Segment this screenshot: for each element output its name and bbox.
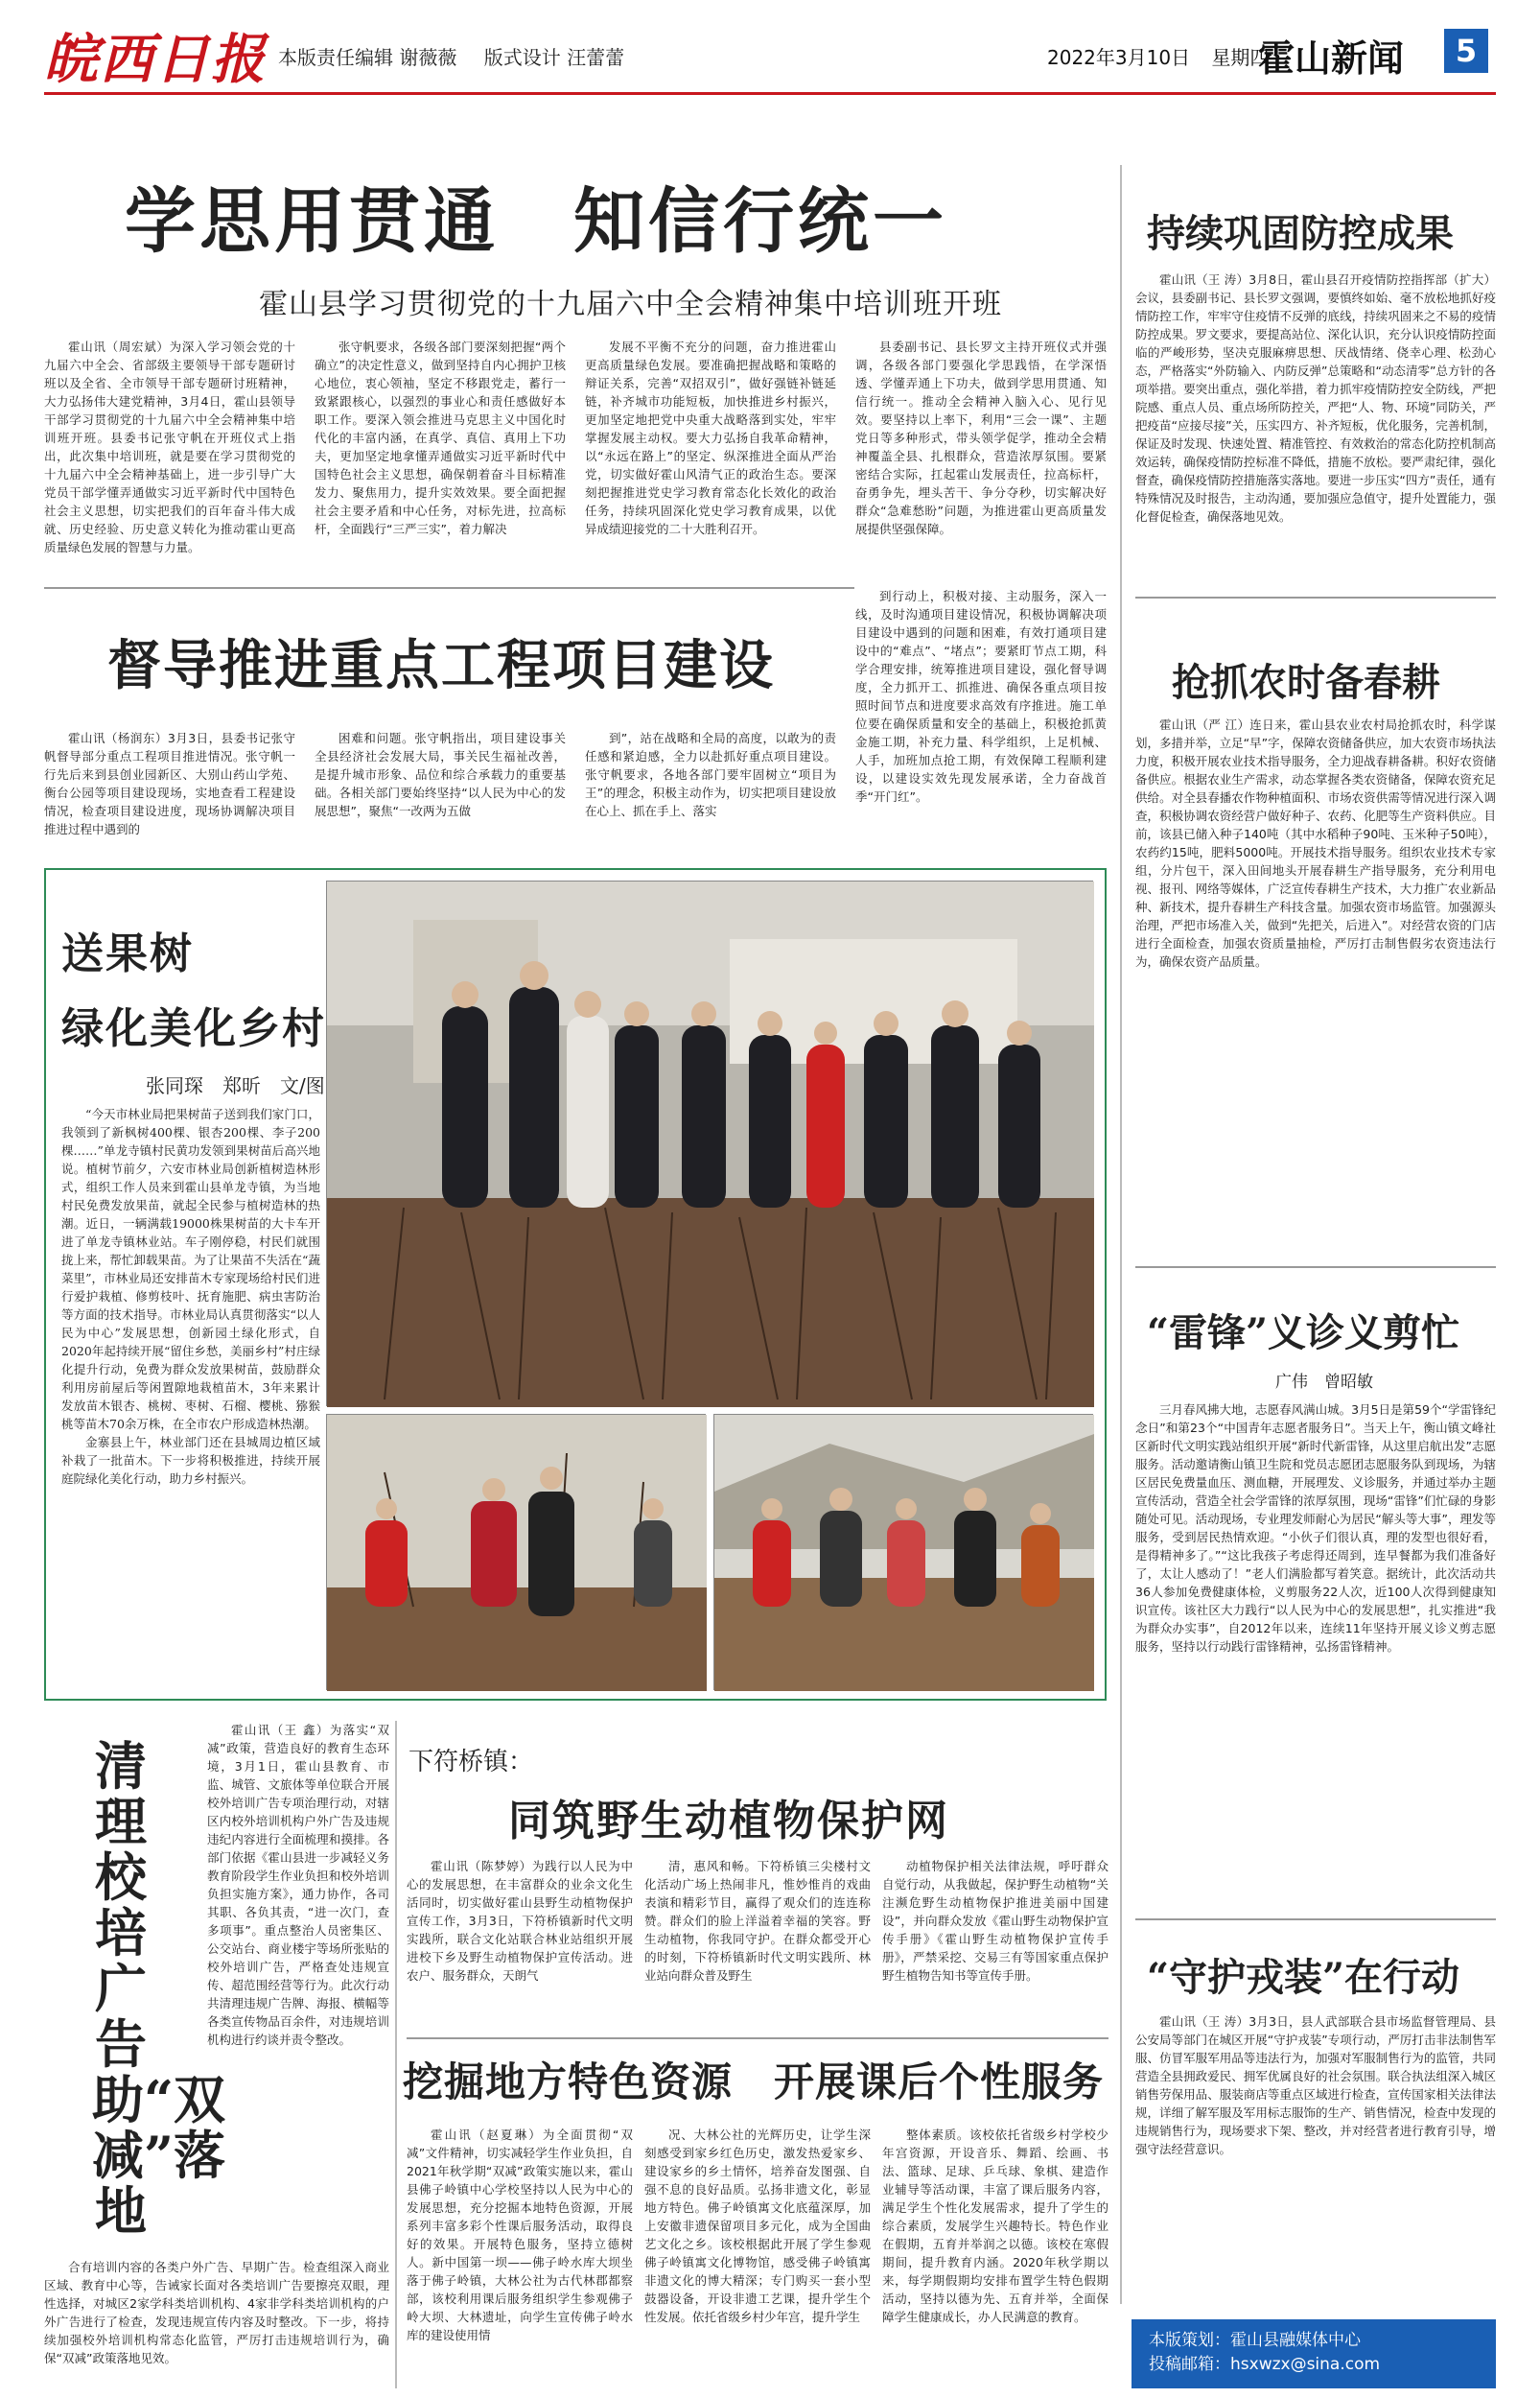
wildlife-col-2 (644, 1857, 871, 2030)
crowd-photo-illustration (327, 882, 1094, 1407)
divider (44, 587, 854, 589)
afterschool-col-2 (644, 2126, 871, 2388)
fruit-main-photo (326, 881, 1093, 1406)
r2-body (1135, 716, 1496, 1253)
column-divider (1120, 165, 1122, 2304)
fruit-title-2: 绿化美化乡村 (61, 1004, 326, 1053)
r4-body-text: 霍山讯（王 涛）3月3日，县人武部联合县市场监督管理局、县公安局等部门在城区开展“守护戎装”专项行动，严厉打击非法制售军服、仿冒军服军用品等违法行为，加强对军服制售行为的监管，共同营造全县拥政爱民、拥军优属良好的社会氛围。联合执法组深入城区销售劳保用品、服装商店等重点区域进行检查，宣传国家相关法律法规，详细了解军服及军用标志服饰的生产、销售情况，检查中发现的违规销售行为，现场要求下架、整改，并对经营者进行教育引导，增强守法经营意识。 (1135, 2014, 1496, 2156)
school-body (207, 1721, 389, 2254)
fruit-body (61, 1105, 320, 1688)
header-rule (44, 92, 1496, 95)
footer-planner: 本版策划：霍山县融媒体中心 (1149, 2331, 1361, 2350)
project-col-2-text: 困难和问题。张守帆指出，项目建设事关全县经济社会发展大局，事关民生福祉改善，是提升城市形象、品位和综合承载力的重要基础。各相关部门要始终坚持“以人民为中心的发展思想”，聚焦“一改两为五做 (315, 731, 566, 818)
fruit-photo-planting-2 (713, 1414, 1093, 1690)
r3-byline: 广伟 曾昭敏 (1275, 1373, 1373, 1392)
editor-name: 本版责任编辑 谢薇薇 (278, 46, 457, 69)
section-title: 霍山新闻 (1258, 37, 1405, 80)
divider (1135, 1266, 1496, 1268)
project-col-3 (585, 729, 836, 859)
school-body-text: 霍山讯（王 鑫）为落实“双减”政策，营造良好的教育生态环境，3月1日，霍山县教育、市监、城管、文旅体等单位联合开展校外培训广告专项治理行动，对辖区内校外培训机构户外广告及违规违纪内容进行全面梳理和摸排。各部门依据《霍山县进一步减轻义务教育阶段学生作业负担和校外培训负担实施方案》，通力协作，各司其职、各负其责，“进一次门，查多项事”。重点整治人员密集区、公交站台、商业楼宇等场所张贴的校外培训广告，严格查处违规宣传、超范围经营等行为。此次行动共清理违规广告牌、海报、横幅等各类宣传物品百余件，对违规培训机构进行约谈并责令整改。 (207, 1723, 389, 2047)
divider (407, 2037, 1108, 2039)
r3-title: “雷锋”义诊义剪忙 (1147, 1310, 1460, 1355)
wildlife-title: 同筑野生动植物保护网 (508, 1797, 949, 1846)
afterschool-col-3 (882, 2126, 1108, 2388)
wildlife-col-2-text: 清，惠风和畅。下符桥镇三尖楼村文化活动广场上热闹非凡，惟妙惟肖的戏曲表演和精彩节目，赢得了观众们的连连称赞。群众们的脸上洋溢着幸福的笑容。野生动植物，你我同守护。在群众都受开心的时刻，下符桥镇新时代文明实践所、林业站向群众普及野生 (644, 1859, 871, 1983)
school-title: 清理校培广告助“双减”落地 (92, 1735, 226, 2242)
fruit-title-1: 送果树 (61, 929, 194, 978)
lead-title: 学思用贯通 知信行统一 (125, 180, 947, 263)
r3-body (1135, 1400, 1496, 1907)
project-col-1-text: 霍山讯（杨润东）3月3日，县委书记张守帆督导部分重点工程项目推进情况。张守帆一行先后来到县创业园新区、大别山药山学苑、衡台公园等项目建设现场，实地查看工程建设情况，检查项目建设进度，现场协调解决项目推进过程中遇到的 (44, 731, 295, 836)
wildlife-col-1-text: 霍山讯（陈梦婷）为践行以人民为中心的发展思想，在丰富群众的业余文化生活同时，切实做好霍山县野生动植物保护宣传工作，3月3日，下符桥镇新时代文明实践所，联合文化站联合林业站组织开展进校下乡及野生动植物保护宣传活动。进农户、服务群众，天朗气 (407, 1859, 633, 1983)
hillside-photo-illustration (714, 1415, 1094, 1691)
lead-col-1-text: 霍山讯（周宏斌）为深入学习领会党的十九届六中全会、省部级主要领导干部专题研讨班以及全省、全市领导干部专题研讨班精神，大力弘扬伟大建党精神，3月4日，霍山县领导干部学习贯彻党的十九届六中全会精神集中培训班开班。县委书记张守帆在开班仪式上指出，此次集中培训班，就是要在学习贯彻党的十九届六中全会精神基础上，进一步引导广大党员干部学懂弄通做实习近平新时代中国特色社会主义思想，切实把我们的百年奋斗伟大成就、历史经验、历史意义转化为推动霍山更高质量绿色发展的智慧与力量。 (44, 340, 295, 554)
project-col-4-text: 到行动上，积极对接、主动服务，深入一线，及时沟通项目建设情况，积极协调解决项目建设中遇到的问题和困难，有效打通项目建设中的“难点”、“堵点”；要紧盯节点工期，科学合理安排，统筹推进项目建设，强化督导调度，全力抓开工、抓推进、确保各重点项目按照时间节点和进度要求高效有序推进。施工单位要在确保质量和安全的基础上，积极抢抓黄金施工期，补充力量、科学组织，上足机械、人手，加班加点抢工期，有效保障工程顺利建设，以建设实效先现发展承诺，全力奋战首季“开门红”。 (855, 589, 1107, 804)
planting-photo-illustration (327, 1415, 707, 1691)
weekday-text: 星期四 (1211, 46, 1270, 69)
r1-title: 持续巩固防控成果 (1147, 211, 1454, 256)
r1-body (1135, 270, 1496, 583)
r2-title: 抢抓农时备春耕 (1172, 660, 1440, 705)
fruit-body-text-2: 金寨县上午，林业部门还在县城周边植区域补栽了一批苗木。下一步将积极推进，持续开展庭院绿化美化行动，助力乡村振兴。 (61, 1435, 320, 1486)
lead-col-2 (315, 338, 566, 577)
project-col-4 (855, 587, 1107, 859)
afterschool-title: 挖掘地方特色资源 开展课后个性服务 (403, 2058, 1105, 2105)
afterschool-col-1 (407, 2126, 633, 2388)
r4-title: “守护戎装”在行动 (1147, 1955, 1460, 2000)
afterschool-col-1-text: 霍山讯（赵夏琳）为全面贯彻“双减”文件精神，切实减轻学生作业负担，自2021年秋学期“双减”政策实施以来，霍山县佛子岭镇中心学校坚持以人民为中心的发展思想，充分挖掘本地特色资源，开展系列丰富多彩个性课后服务活动，取得良好的效果。开展特色服务，坚持立德树人。新中国第一坝——佛子岭水库大坝坐落于佛子岭镇，大林公社为古代林郡都察部，该校利用课后服务组织学生参观佛子岭大坝、大林遗址，向学生宣传佛子岭水库的建设使用情 (407, 2128, 633, 2342)
project-col-3-text: 到”，站在战略和全局的高度，以敢为的责任感和紧迫感，全力以赴抓好重点项目建设。张守帆要求，各地各部门要牢固树立“项目为王”的理念，积极主动作为，切实把项目建设放在心上、抓在手上、落实 (585, 731, 836, 818)
wildlife-col-1 (407, 1857, 633, 2030)
project-col-1 (44, 729, 295, 859)
column-divider (395, 1721, 397, 2388)
school-title-wrap (92, 1735, 226, 2256)
r3-body-text: 三月春风拂大地，志愿春风满山城。3月5日是第59个“学雷锋纪念日”和第23个“中国青年志愿者服务日”。当天上午，衡山镇文峰社区新时代文明实践站组织开展“新时代新雷锋，从这里启航出发”志愿服务。活动邀请衡山镇卫生院和党员志愿团志愿服务队到现场，为辖区居民免费量血压、测血糖，开展理发、义诊服务，并通过举办主题宣传活动，营造全社会学雷锋的浓厚氛围，现场“雷锋”们忙碌的身影随处可见。活动现场，专业理发师耐心为居民“解头等大事”，理发等服务，受到居民热情欢迎。“小伙子们很认真，理的发型也很好看，是得精神多了。”“这比我孩子考虑得还周到，连早餐都为我们准备好了，太让人感动了！”老人们满脸都写着笑意。据统计，此次活动共36人参加免费健康体检，义剪服务22人次，近100人次得到健康知识宣传。该社区大力践行“以人民为中心的发展思想”，扎实推进“我为群众办实事”，自2012年以来，连续11年坚持开展义诊义剪志愿服务，坚持以行动践行雷锋精神，弘扬雷锋精神。 (1135, 1402, 1496, 1654)
page-number: 5 (1444, 29, 1488, 73)
date-text: 2022年3月10日 (1047, 46, 1191, 69)
lead-subtitle: 霍山县学习贯彻党的十九届六中全会精神集中培训班开班 (259, 288, 1002, 321)
wildlife-kicker: 下符桥镇： (408, 1748, 534, 1776)
fruit-byline: 张同琛 郑昕 文/图 (146, 1074, 325, 1097)
afterschool-col-2-text: 况、大林公社的光辉历史，让学生深刻感受到家乡红色历史，激发热爱家乡、建设家乡的乡土情怀，培养奋发图强、自强不息的良好品质。弘扬非遗文化，彰显地方特色。佛子岭镇寓文化底蕴深厚，加上安徽非遗保留项目多元化，成为全国曲艺文化之乡。该校根据此开展了学生参观佛子岭镇寓文化博物馆，感受佛子岭镇寓非遗文化的博大精深；专门购买一套小型鼓器设备，开设非遗工艺课，提升学生个性发展。依托省级乡村少年宫，提升学生 (644, 2128, 871, 2324)
r1-body-text: 霍山讯（王 涛）3月8日，霍山县召开疫情防控指挥部（扩大）会议，县委副书记、县长罗文强调，要慎终如始、毫不放松地抓好疫情防控工作，牢牢守住疫情不反弹的底线，持续巩固来之不易的疫情防控成果。罗文要求，要提高站位、深化认识，充分认识疫情防控面临的严峻形势，坚决克服麻痹思想、厌战情绪、侥幸心理、松劲心态，严格落实“外防输入、内防反弹”总策略和“动态清零”总方针的各项举措。要突出重点，强化举措，着力抓牢疫情防控安全防线，严把院感、重点人员、重点场所防控关，严把“人、物、环境”同防关，严把疫苗“应接尽接”关，压实四方、补齐短板，优化服务，完善机制，保证及时发现、快速处置、精准管控、有效救治的常态化防控机制高效运转，确保疫情防控标准不降低，措施不放松。要严肃纪律，强化督查，确保疫情防控措施落实落地。要进一步压实“四方”责任，通有特殊情况及时报告，主动沟通，要加强应急值守，提升处置能力，强化督促检查，确保落地见效。 (1135, 272, 1496, 524)
lead-col-3-text: 发展不平衡不充分的问题，奋力推进霍山更高质量绿色发展。要准确把握战略和策略的辩证关系，完善“双招双引”，做好强链补链延链，补齐城市功能短板，加快推进乡村振兴，更加坚定地把党中央重大战略落到实处，牢牢掌握发展主动权。要大力弘扬自我革命精神，以“永远在路上”的坚定、纵深推进全面从严治党，切实做好霍山风清气正的政治生态。要深刻把握推进党史学习教育常态化长效化的政治任务，持续巩固深化党史学习教育成果，以优异成绩迎接党的二十大胜利召开。 (585, 340, 836, 536)
contact-box (1132, 2319, 1496, 2388)
issue-date (1047, 42, 1284, 70)
wildlife-col-3 (882, 1857, 1108, 2030)
newspaper-logo: 皖西日报 (44, 28, 267, 91)
lead-col-4 (855, 338, 1107, 577)
footer-email: 投稿邮箱：hsxwzx@sina.com (1149, 2355, 1381, 2374)
afterschool-col-3-text: 整体素质。该校依托省级乡村学校少年宫资源，开设音乐、舞蹈、绘画、书法、篮球、足球、乒乓球、象棋、建造作业辅导等活动课，丰富了课后服务内容，满足学生个性化发展需求，提升了学生的综合素质，发展学生兴趣特长。特色作业在假期，五育并举润之以德。该校在寒假期间，提升教育内涵。2020年秋学期以来，每学期假期均安排布置学生特色假期活动，坚持以德为先、五育并举，全面保障学生健康成长，办人民满意的教育。 (882, 2128, 1108, 2324)
lead-col-4-text: 县委副书记、县长罗文主持开班仪式并强调，各级各部门要强化学思践悟，在学深悟透、学懂弄通上下功夫，做到学思用贯通、知信行统一。推动全会精神入脑入心、见行见效。要坚持以上率下，利用“三会一课”、主题党日等多种形式，带头领学促学，推动全会精神覆盖全县、扎根群众，营造浓厚氛围。要紧密结合实际，扛起霍山发展责任，拉高标杆，奋勇争先，埋头苦干、争分夺秒，切实解决好群众“急难愁盼”问题，为推进霍山更高质量发展提供坚强保障。 (855, 340, 1107, 536)
lead-col-2-text: 张守帆要求，各级各部门要深刻把握“两个确立”的决定性意义，做到坚持自内心拥护卫核心地位，衷心领袖，坚定不移跟党走，蓄行一致紧跟核心，以强烈的事业心和责任感做好本职工作。要深入领会推进马克思主义中国化时代化的丰富内涵，在真学、真信、真用上下功夫，更加坚定地拿懂弄通做实习近平新时代中国特色社会主义思想，确保朝着奋斗目标精准发力、聚焦用力，提升实效效果。要全面把握社会主要矛盾和中心任务，对标先进，拉高标杆，全面践行“三严三实”，着力解决 (315, 340, 566, 536)
r4-body (1135, 2012, 1496, 2310)
project-title: 督导推进重点工程项目建设 (107, 634, 775, 697)
editor-info (278, 42, 645, 70)
designer-name: 版式设计 汪蕾蕾 (483, 46, 625, 69)
school-body-2 (44, 2258, 389, 2388)
divider (1135, 597, 1496, 599)
project-col-2 (315, 729, 566, 859)
fruit-body-text: “今天市林业局把果树苗子送到我们家门口，我领到了新枫树400棵、银杏200棵、李子200棵……”单龙寺镇村民黄功发领到果树苗后高兴地说。植树节前夕，六安市林业局创新植树造林形式，组织工作人员来到霍山县单龙寺镇，为当地村民免费发放果苗，就起全民参与植树造林的热潮。近日，一辆满载19000株果树苗的大卡车开进了单龙寺镇林业站。车子刚停稳，村民们就围拢上来，帮忙卸载果苗。为了让果苗不失活在“蔬菜里”，市林业局还安排苗木专家现场给村民们进行爱护栽植、修剪枝叶、抚育施肥、病虫害防治等方面的技术指导。市林业局认真贯彻落实“以人民为中心”发展思想，创新园土绿化形式，自2020年起持续开展“留住乡愁，美丽乡村”村庄绿化提升行动，免费为群众发放果树苗，鼓励群众利用房前屋后等闲置隙地栽植苗木，3年来累计发放苗木银杏、桃树、枣树、石榴、樱桃、猕猴桃等苗木70余万株，在全市农户形成造林热潮。 (61, 1107, 320, 1431)
divider (1135, 1918, 1496, 1920)
wildlife-col-3-text: 动植物保护相关法律法规，呼吁群众自觉行动，从我做起，保护野生动植物“关注濒危野生动植物保护推进美丽中国建设”，并向群众发放《霍山野生动物保护宣传手册》《霍山野生动植物保护宣传手册》，严禁采挖、交易三有等国家重点保护野生植物告知书等宣传手册。 (882, 1859, 1108, 1983)
r2-body-text: 霍山讯（严 江）连日来，霍山县农业农村局抢抓农时，科学谋划，多措并举，立足“早”字，保障农资储备供应，加大农资市场执法力度，积极开展农业技术指导服务，全力迎战春耕备耕。积好农资储备供应。根据农业生产需求，动态掌握各类农资储备，保障农资充足供给。对全县春播农作物种植面积、市场农资供需等情况进行深入调查，积极协调农资经营户做好种子、农药、化肥等生产资料供应。目前，该县已储入种子140吨（其中水稻种子90吨、玉米种子50吨），农药约15吨，肥料5000吨。开展技术指导服务。组织农业技术专家组，分片包干，深入田间地头开展春耕生产指导服务，充分利用电视、报刊、网络等媒体，广泛宣传春耕生产技术，大力推广农业新品种、新技术，提升春耕生产科技含量。加强农资市场监管。加强源头治理，严把市场准入关，做到“先把关，后进入”。对经营农资的门店进行全面检查，加强农资质量抽检，严厉打击制售假劣农资违法行为，确保农资产品质量。 (1135, 717, 1496, 969)
school-body-2-text: 合有培训内容的各类户外广告、早期广告。检查组深入商业区域、教育中心等，告诫家长面对各类培训广告要擦亮双眼，理性选择，对城区2家学科类培训机构、4家非学科类培训机构的户外广告进行了检查，发现违规宣传内容及时整改。下一步，将持续加强校外培训机构常态化监管，严厉打击违规培训行为，确保“双减”政策落地见效。 (44, 2260, 389, 2365)
lead-col-1 (44, 338, 295, 577)
fruit-photo-planting-1 (326, 1414, 706, 1690)
lead-col-3 (585, 338, 836, 577)
